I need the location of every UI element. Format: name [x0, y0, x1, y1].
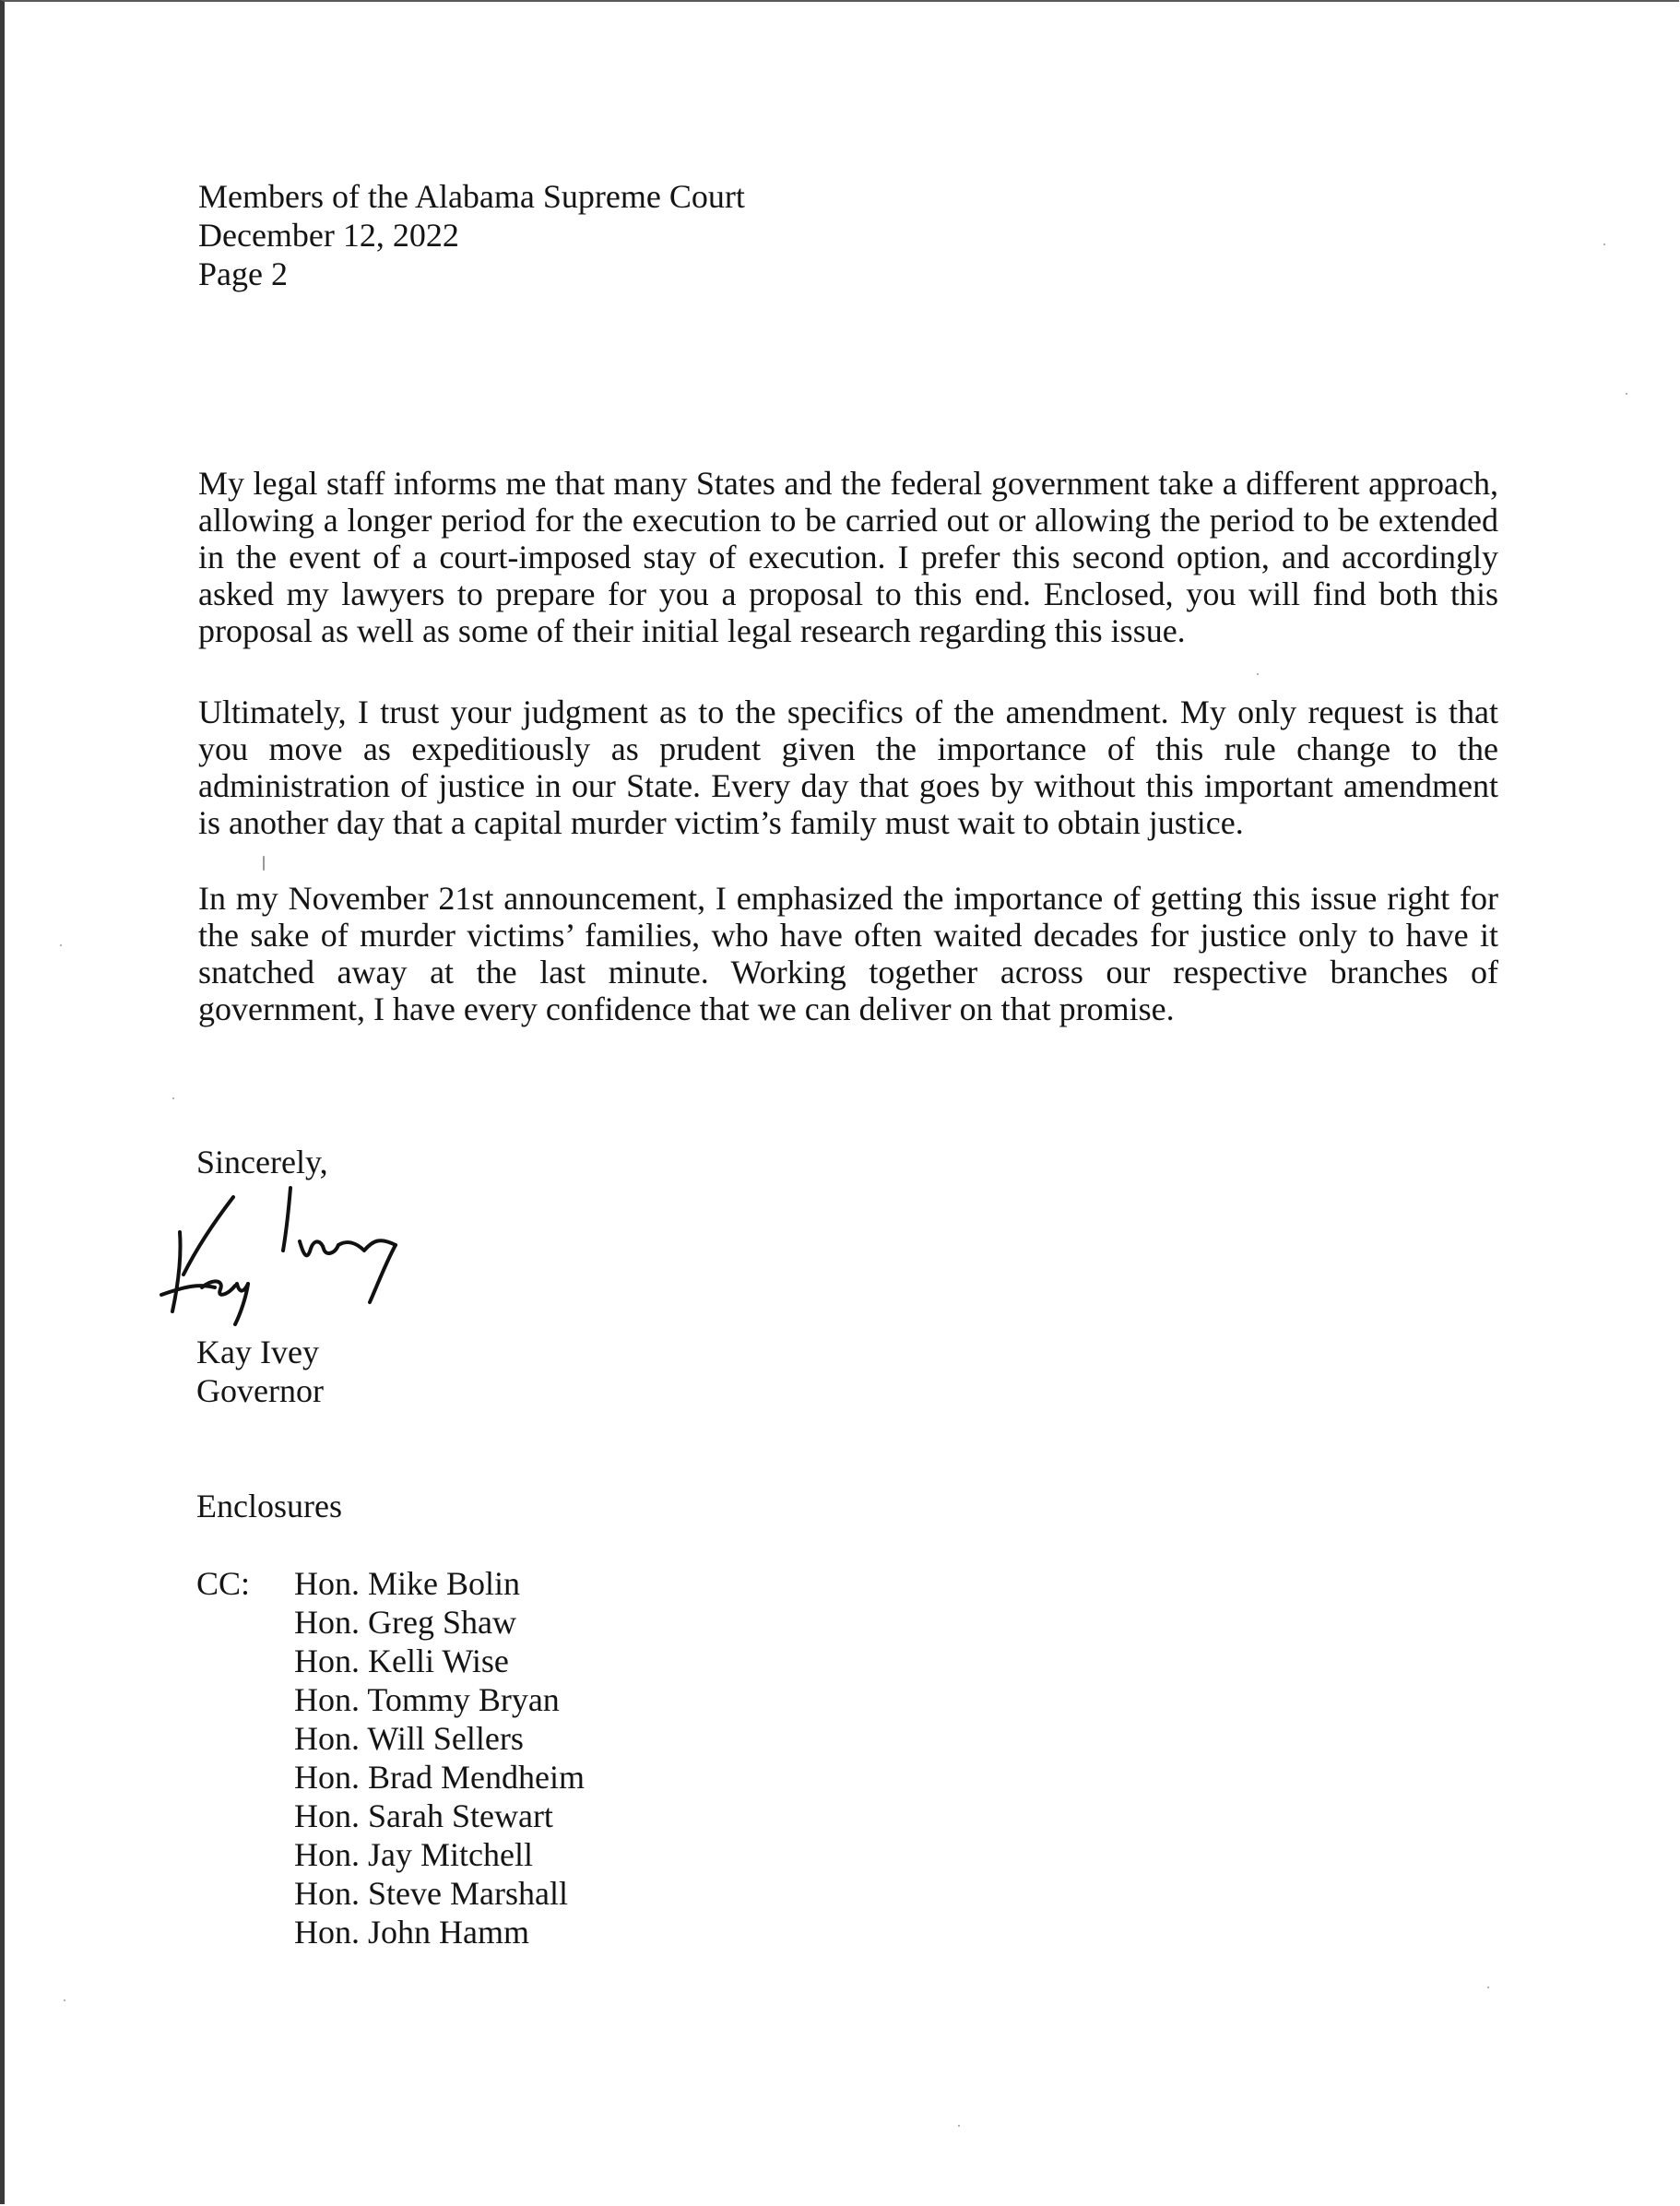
cc-recipient-list — [294, 1564, 585, 1951]
recipient-line: Members of the Alabama Supreme Court — [198, 178, 745, 215]
scan-speck — [1257, 673, 1259, 675]
signer-block — [196, 1333, 324, 1410]
cc-recipient: Hon. Jay Mitchell — [294, 1836, 533, 1873]
scan-speck — [60, 944, 62, 946]
handwritten-signature — [160, 1184, 436, 1332]
cc-recipient: Hon. Kelli Wise — [294, 1643, 509, 1679]
cc-recipient: Hon. Sarah Stewart — [294, 1797, 553, 1834]
scan-speck — [1626, 393, 1627, 395]
cc-recipient: Hon. Will Sellers — [294, 1720, 524, 1757]
scan-speck — [263, 856, 265, 871]
cc-recipient: Hon. Brad Mendheim — [294, 1759, 585, 1796]
letter-header — [198, 177, 745, 293]
cc-label: CC: — [196, 1565, 251, 1602]
scan-speck — [958, 2125, 960, 2127]
signer-title: Governor — [196, 1372, 324, 1409]
cc-recipient: Hon. Tommy Bryan — [294, 1681, 560, 1718]
cc-recipient: Hon. Mike Bolin — [294, 1565, 521, 1602]
signer-name: Kay Ivey — [196, 1334, 319, 1370]
scan-speck — [1603, 243, 1605, 245]
scan-speck — [1487, 1987, 1489, 1988]
body-paragraph-2: Ultimately, I trust your judgment as to the specifics of the amendment. My only request is that you move as expeditiously as prudent given the importance of this rule change to the administration of justice in our State. Every day that goes by without this important amendment is another day that a capital murder victim’s family must wait to obtain justice. — [198, 694, 1498, 841]
letter-date: December 12, 2022 — [198, 217, 459, 254]
body-paragraph-1: My legal staff informs me that many States and the federal government take a different approach, allowing a longer period for the execution to be carried out or allowing the period to be extended in the event of a court-imposed stay of execution. I prefer this second option, and accordingly asked my lawyers to prepare for you a proposal to this end. Enclosed, you will find both this proposal as well as some of their initial legal research regarding this issue. — [198, 465, 1498, 649]
cc-recipient: Hon. Greg Shaw — [294, 1604, 516, 1641]
scan-speck — [172, 1097, 174, 1099]
body-paragraph-3: In my November 21st announcement, I emphasized the importance of getting this issue right for the sake of murder victims’ families, who have often waited decades for justice only to have it snatched away at the last minute. Working together across our respective branches of government, I have every confidence that we can deliver on that promise. — [198, 880, 1498, 1027]
cc-recipient: Hon. John Hamm — [294, 1914, 529, 1951]
scan-speck — [64, 1999, 65, 2001]
closing-salutation: Sincerely, — [196, 1144, 328, 1180]
page-number: Page 2 — [198, 255, 288, 292]
cc-recipient: Hon. Steve Marshall — [294, 1875, 568, 1912]
enclosures-note: Enclosures — [196, 1488, 342, 1524]
